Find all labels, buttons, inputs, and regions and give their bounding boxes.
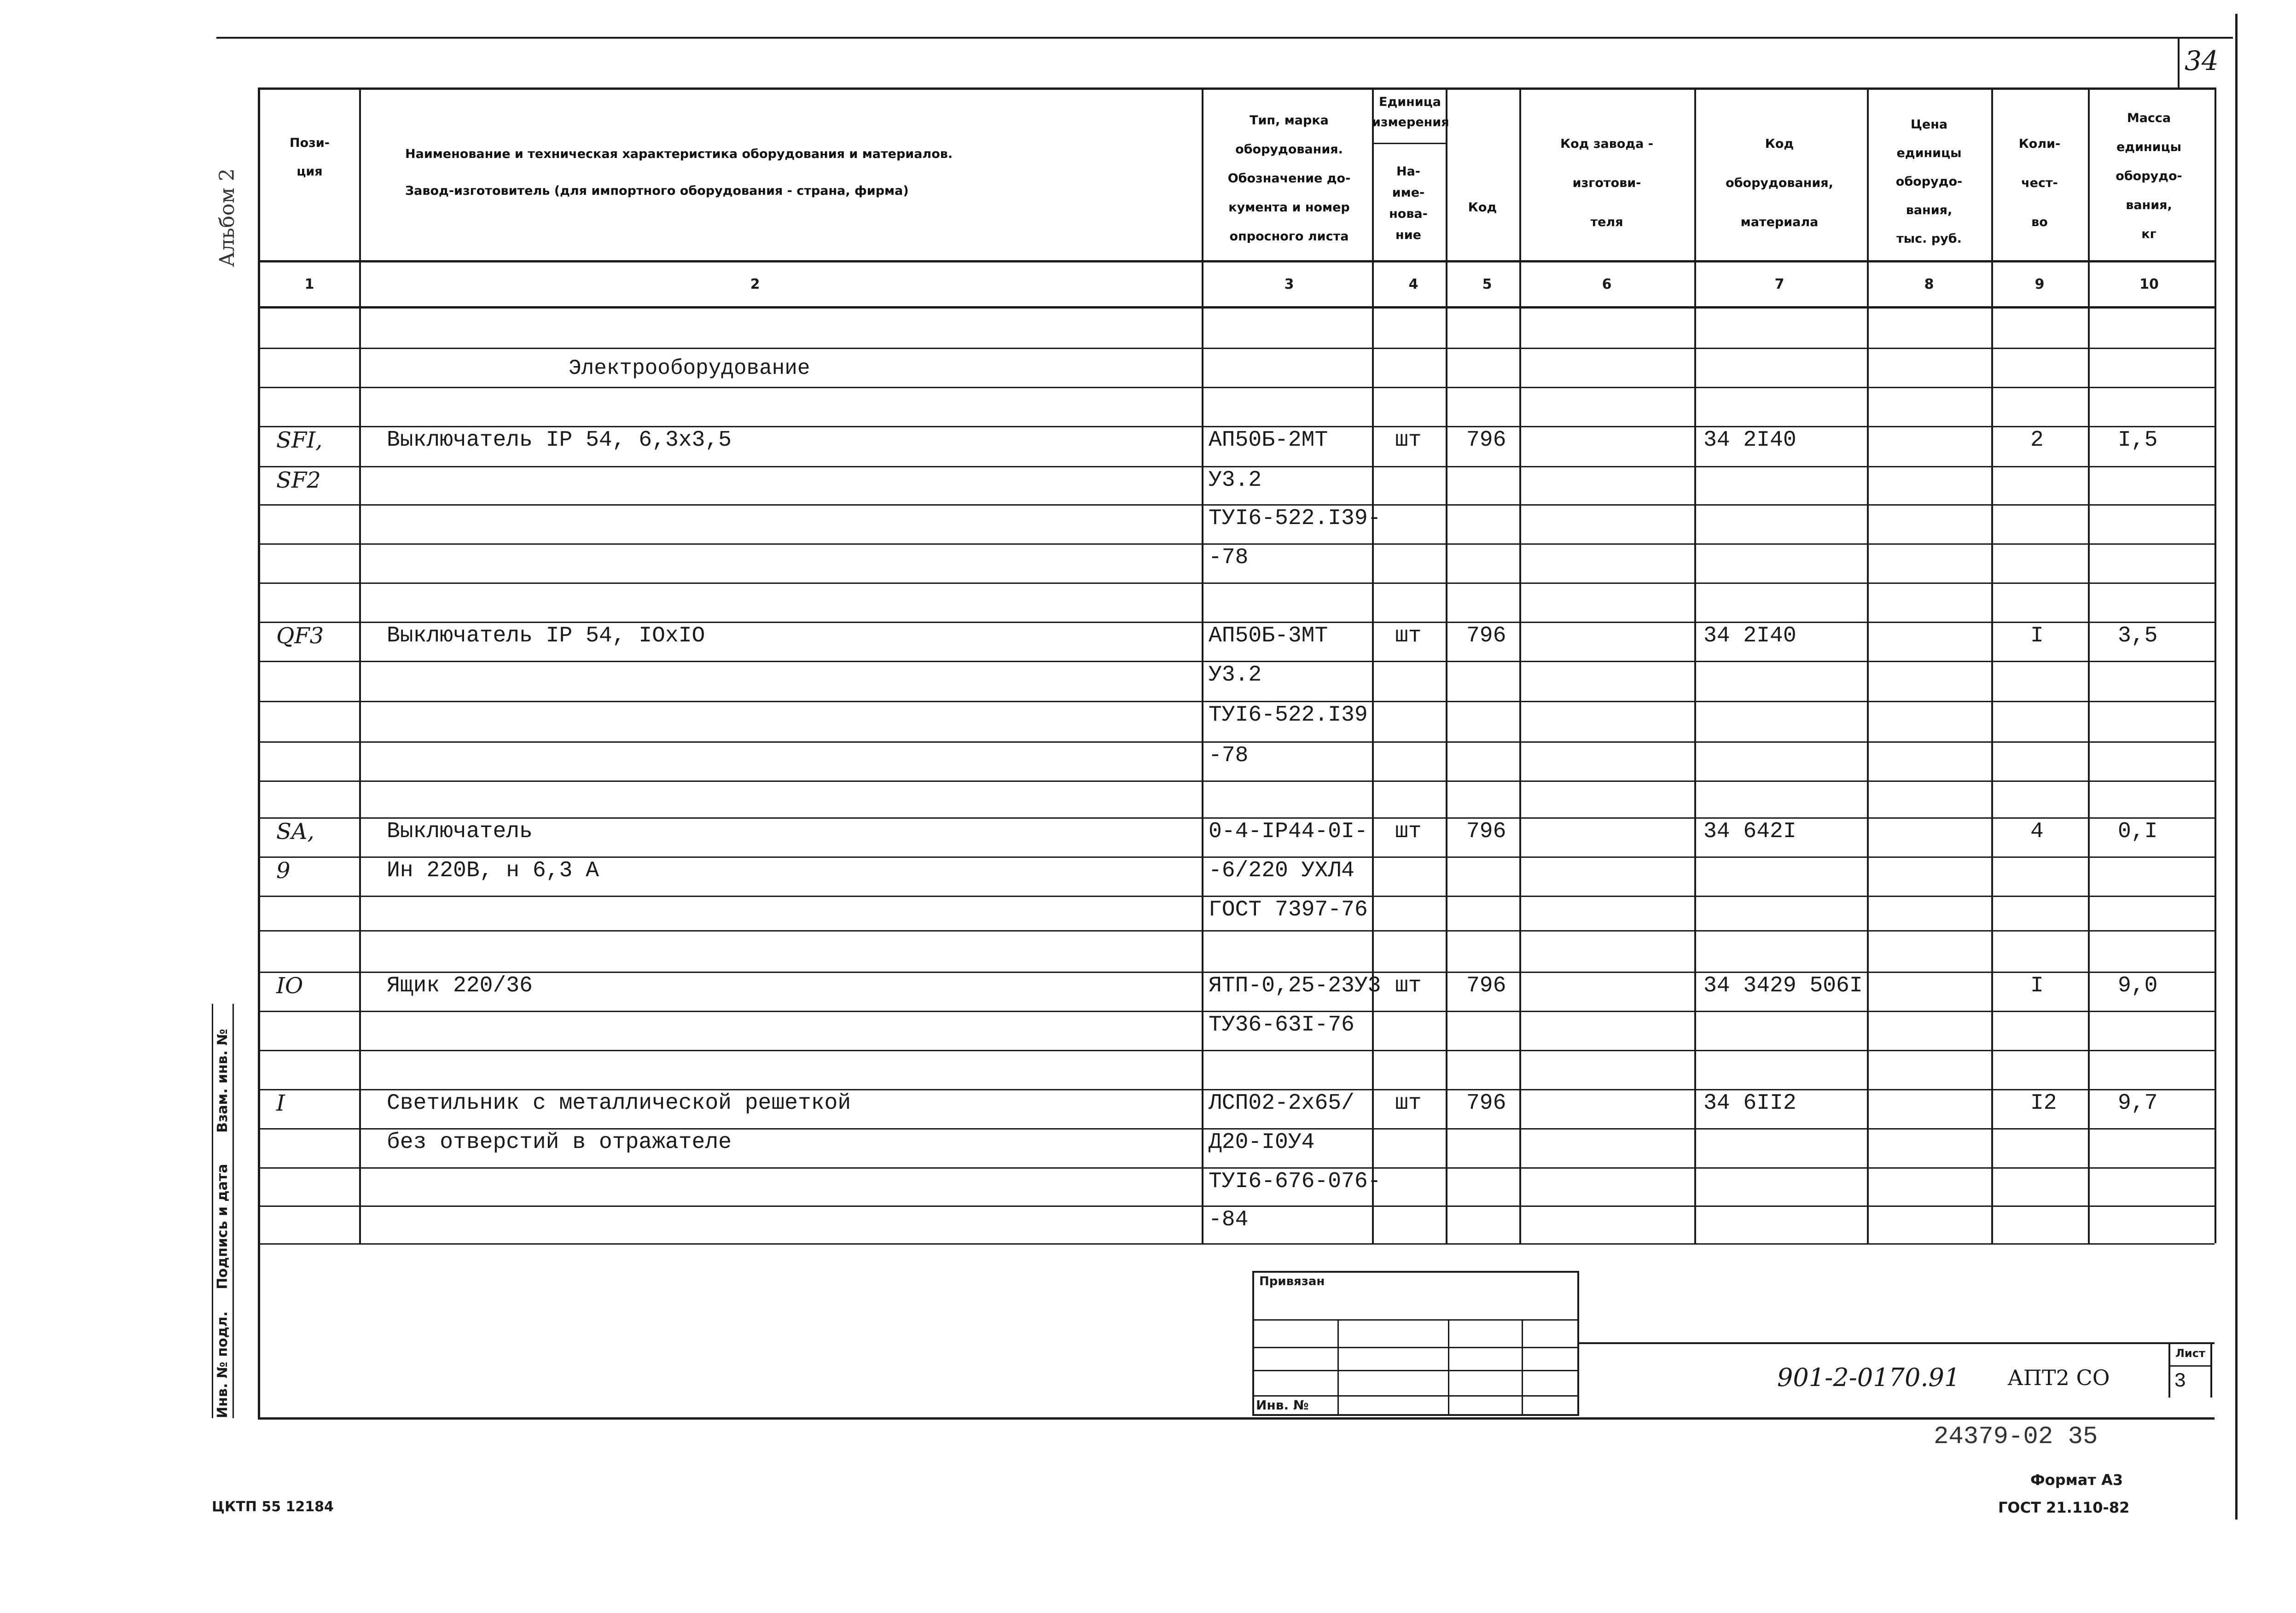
grid-vline-8 xyxy=(2088,87,2090,1243)
cell-type: АП50Б-2МТ xyxy=(1209,428,1328,453)
bound-box-col2 xyxy=(1448,1319,1449,1416)
left-code: ЦКТП 55 12184 xyxy=(212,1499,334,1515)
cell-type: -6/220 УХЛ4 xyxy=(1209,858,1354,883)
cell-name: без отверстий в отражателе xyxy=(387,1130,732,1155)
header-unit-name: На- име- нова- ние xyxy=(1389,164,1428,242)
cell-type: ГОСТ 7397-76 xyxy=(1209,897,1368,922)
album-label: Альбом 2 xyxy=(215,168,239,267)
cell-type: ТУI6-522.I39 xyxy=(1209,703,1368,728)
cell-mass: I,5 xyxy=(2118,428,2158,453)
grid-hline-12 xyxy=(260,701,2215,702)
grid-hline-25 xyxy=(260,1205,2215,1207)
grid-hline-4 xyxy=(260,387,2215,388)
top-border xyxy=(216,37,2233,39)
cell-unit: шт xyxy=(1395,819,1422,844)
grid-hline-7 xyxy=(260,504,2215,506)
cell-pos: IO xyxy=(276,973,303,999)
cell-name: Ин 220В, н 6,3 А xyxy=(387,858,599,883)
header-price: Цена единицы оборудо- вания, тыс. руб. xyxy=(1895,117,1963,246)
cell-equip-code: 34 642I xyxy=(1703,819,1796,844)
cell-pos: 9 xyxy=(276,858,291,884)
cell-mass: 9,0 xyxy=(2118,973,2158,998)
document-code: 901-2-0170.91 xyxy=(1777,1363,1960,1392)
cell-qty: I xyxy=(2030,973,2044,998)
bound-box-col3 xyxy=(1522,1319,1523,1416)
cell-type: ЯТП-0,25-23У3 xyxy=(1209,973,1381,998)
cell-type: ТУI6-676-076- xyxy=(1209,1169,1381,1194)
grid-vline-7 xyxy=(1991,87,1993,1243)
cell-mass: 0,I xyxy=(2118,819,2158,844)
grid-hline-19 xyxy=(260,972,2215,973)
bound-box-row3 xyxy=(1252,1370,1579,1371)
bound-box xyxy=(1252,1271,1579,1416)
col-num-9: 9 xyxy=(2034,276,2045,292)
grid-vline-1 xyxy=(1202,87,1203,1243)
header-mass: Масса единицы оборудо- вания, кг xyxy=(2116,111,2182,241)
grid-hline-1 xyxy=(260,260,2215,262)
bottom-number: 24379-02 35 xyxy=(1934,1423,2098,1451)
grid-hline-26 xyxy=(260,1243,2215,1245)
header-equipment-code: Код оборудования, материала xyxy=(1726,137,1833,229)
grid-vline-9 xyxy=(2215,87,2216,1243)
corner-box-left xyxy=(2178,39,2180,87)
cell-name: Выключатель IP 54, IOxIO xyxy=(387,623,705,648)
cell-code: 796 xyxy=(1466,973,1506,998)
header-factory-code: Код завода - изготови- теля xyxy=(1560,137,1653,229)
inv-podl-label: Инв. № подл. xyxy=(215,1311,231,1418)
cell-name: Выключатель IP 54, 6,3х3,5 xyxy=(387,428,732,453)
header-quantity: Коли- чест- во xyxy=(2018,137,2061,229)
gost-label: ГОСТ 21.110-82 xyxy=(1998,1499,2130,1516)
bound-box-row4 xyxy=(1252,1395,1579,1397)
cell-code: 796 xyxy=(1466,819,1506,844)
cell-equip-code: 34 6II2 xyxy=(1703,1091,1796,1116)
grid-hline-0 xyxy=(260,87,2215,90)
header-unit-code: Код xyxy=(1468,200,1497,215)
grid-hline-22 xyxy=(260,1089,2215,1090)
header-name: Наименование и техническая характеристика оборудования и материалов. Завод-изготовитель (для импортного оборудования - страна, фирма) xyxy=(405,147,953,198)
section-title: Электрооборудование xyxy=(569,356,810,380)
right-border xyxy=(2235,14,2238,1520)
cell-code: 796 xyxy=(1466,1091,1506,1116)
col-num-10: 10 xyxy=(2139,276,2159,292)
cell-type: -78 xyxy=(1209,743,1249,768)
header-unit-group: Единица измерения xyxy=(1372,95,1449,129)
cell-name: Ящик 220/36 xyxy=(387,973,533,998)
col-num-2: 2 xyxy=(750,276,760,292)
grid-hline-8 xyxy=(260,543,2215,545)
grid-hline-6 xyxy=(260,466,2215,467)
grid-hline-21 xyxy=(260,1050,2215,1051)
unit-split-line xyxy=(1372,143,1446,144)
cell-unit: шт xyxy=(1395,623,1422,648)
cell-type: ТУ36-63I-76 xyxy=(1209,1013,1354,1037)
grid-vline-0 xyxy=(359,87,361,1243)
grid-hline-3 xyxy=(260,348,2215,349)
sheet-box-split xyxy=(2168,1365,2212,1367)
corner-sheet-number: 34 xyxy=(2185,45,2219,76)
grid-hline-5 xyxy=(260,426,2215,427)
grid-hline-11 xyxy=(260,661,2215,662)
left-stamp-strip-inner xyxy=(233,1004,234,1418)
grid-hline-9 xyxy=(260,582,2215,584)
cell-equip-code: 34 2I40 xyxy=(1703,623,1796,648)
left-stamp-strip xyxy=(212,1004,213,1418)
sheet-label: Лист xyxy=(2175,1347,2205,1360)
cell-mass: 3,5 xyxy=(2118,623,2158,648)
left-border xyxy=(258,87,260,1418)
cell-qty: 2 xyxy=(2030,428,2044,453)
cell-name: Выключатель xyxy=(387,819,533,844)
grid-hline-17 xyxy=(260,896,2215,897)
grid-hline-13 xyxy=(260,741,2215,743)
replace-inv-label: Взам. инв. № xyxy=(215,1029,231,1133)
grid-hline-2 xyxy=(260,306,2215,309)
cell-qty: 4 xyxy=(2030,819,2044,844)
cell-pos: SF2 xyxy=(276,467,321,493)
grid-vline-6 xyxy=(1867,87,1869,1243)
cell-unit: шт xyxy=(1395,428,1422,453)
cell-type: АП50Б-3МТ xyxy=(1209,623,1328,648)
cell-type: У3.2 xyxy=(1209,663,1262,687)
stamp-divider xyxy=(1579,1342,2215,1344)
cell-type: -84 xyxy=(1209,1207,1249,1232)
col-num-8: 8 xyxy=(1924,276,1934,292)
cell-type: 0-4-IP44-0I- xyxy=(1209,819,1368,844)
col-num-7: 7 xyxy=(1774,276,1784,292)
bound-label: Привязан xyxy=(1259,1275,1325,1288)
col-num-6: 6 xyxy=(1602,276,1612,292)
cell-type: -78 xyxy=(1209,545,1249,570)
table-bottom-line xyxy=(258,1417,2215,1420)
grid-vline-5 xyxy=(1694,87,1696,1243)
col-num-1: 1 xyxy=(304,276,314,292)
grid-vline-2 xyxy=(1372,87,1374,1243)
cell-equip-code: 34 3429 506I xyxy=(1703,973,1863,998)
grid-hline-18 xyxy=(260,930,2215,932)
grid-hline-24 xyxy=(260,1167,2215,1169)
cell-pos: SFI, xyxy=(276,427,323,453)
cell-name: Светильник с металлической решеткой xyxy=(387,1091,851,1116)
grid-hline-16 xyxy=(260,856,2215,858)
grid-hline-20 xyxy=(260,1011,2215,1012)
header-position: Пози- ция xyxy=(290,136,330,179)
sheet-number: 3 xyxy=(2174,1370,2186,1393)
cell-type: У3.2 xyxy=(1209,468,1262,493)
grid-hline-15 xyxy=(260,817,2215,819)
col-num-4: 4 xyxy=(1408,276,1418,292)
doc-mark: АПТ2 СО xyxy=(2007,1365,2110,1390)
cell-code: 796 xyxy=(1466,623,1506,648)
cell-pos: I xyxy=(276,1090,285,1116)
col-num-3: 3 xyxy=(1284,276,1294,292)
cell-type: ТУI6-522.I39- xyxy=(1209,506,1381,531)
header-type: Тип, марка оборудования. Обозначение до- кумента и номер опросного листа xyxy=(1227,113,1351,244)
bound-box-col1 xyxy=(1337,1319,1339,1416)
grid-hline-23 xyxy=(260,1128,2215,1130)
cell-equip-code: 34 2I40 xyxy=(1703,428,1796,453)
grid-vline-4 xyxy=(1519,87,1521,1243)
signature-date-label: Подпись и дата xyxy=(215,1164,231,1289)
bound-box-row1 xyxy=(1252,1319,1579,1321)
col-num-5: 5 xyxy=(1482,276,1492,292)
inv-label: Инв. № xyxy=(1256,1398,1309,1413)
cell-code: 796 xyxy=(1466,428,1506,453)
cell-unit: шт xyxy=(1395,973,1422,998)
grid-hline-14 xyxy=(260,780,2215,782)
cell-type: ЛСП02-2х65/ xyxy=(1209,1091,1354,1116)
cell-qty: I xyxy=(2030,623,2044,648)
cell-qty: I2 xyxy=(2030,1091,2057,1116)
cell-pos: QF3 xyxy=(276,623,324,649)
cell-type: Д20-I0У4 xyxy=(1209,1130,1315,1155)
cell-pos: SA, xyxy=(276,819,314,844)
grid-hline-10 xyxy=(260,622,2215,623)
grid-vline-3 xyxy=(1446,87,1447,1243)
cell-mass: 9,7 xyxy=(2118,1091,2158,1116)
cell-unit: шт xyxy=(1395,1091,1422,1116)
format-label: Формат А3 xyxy=(2030,1471,2123,1489)
bound-box-row2 xyxy=(1252,1347,1579,1348)
